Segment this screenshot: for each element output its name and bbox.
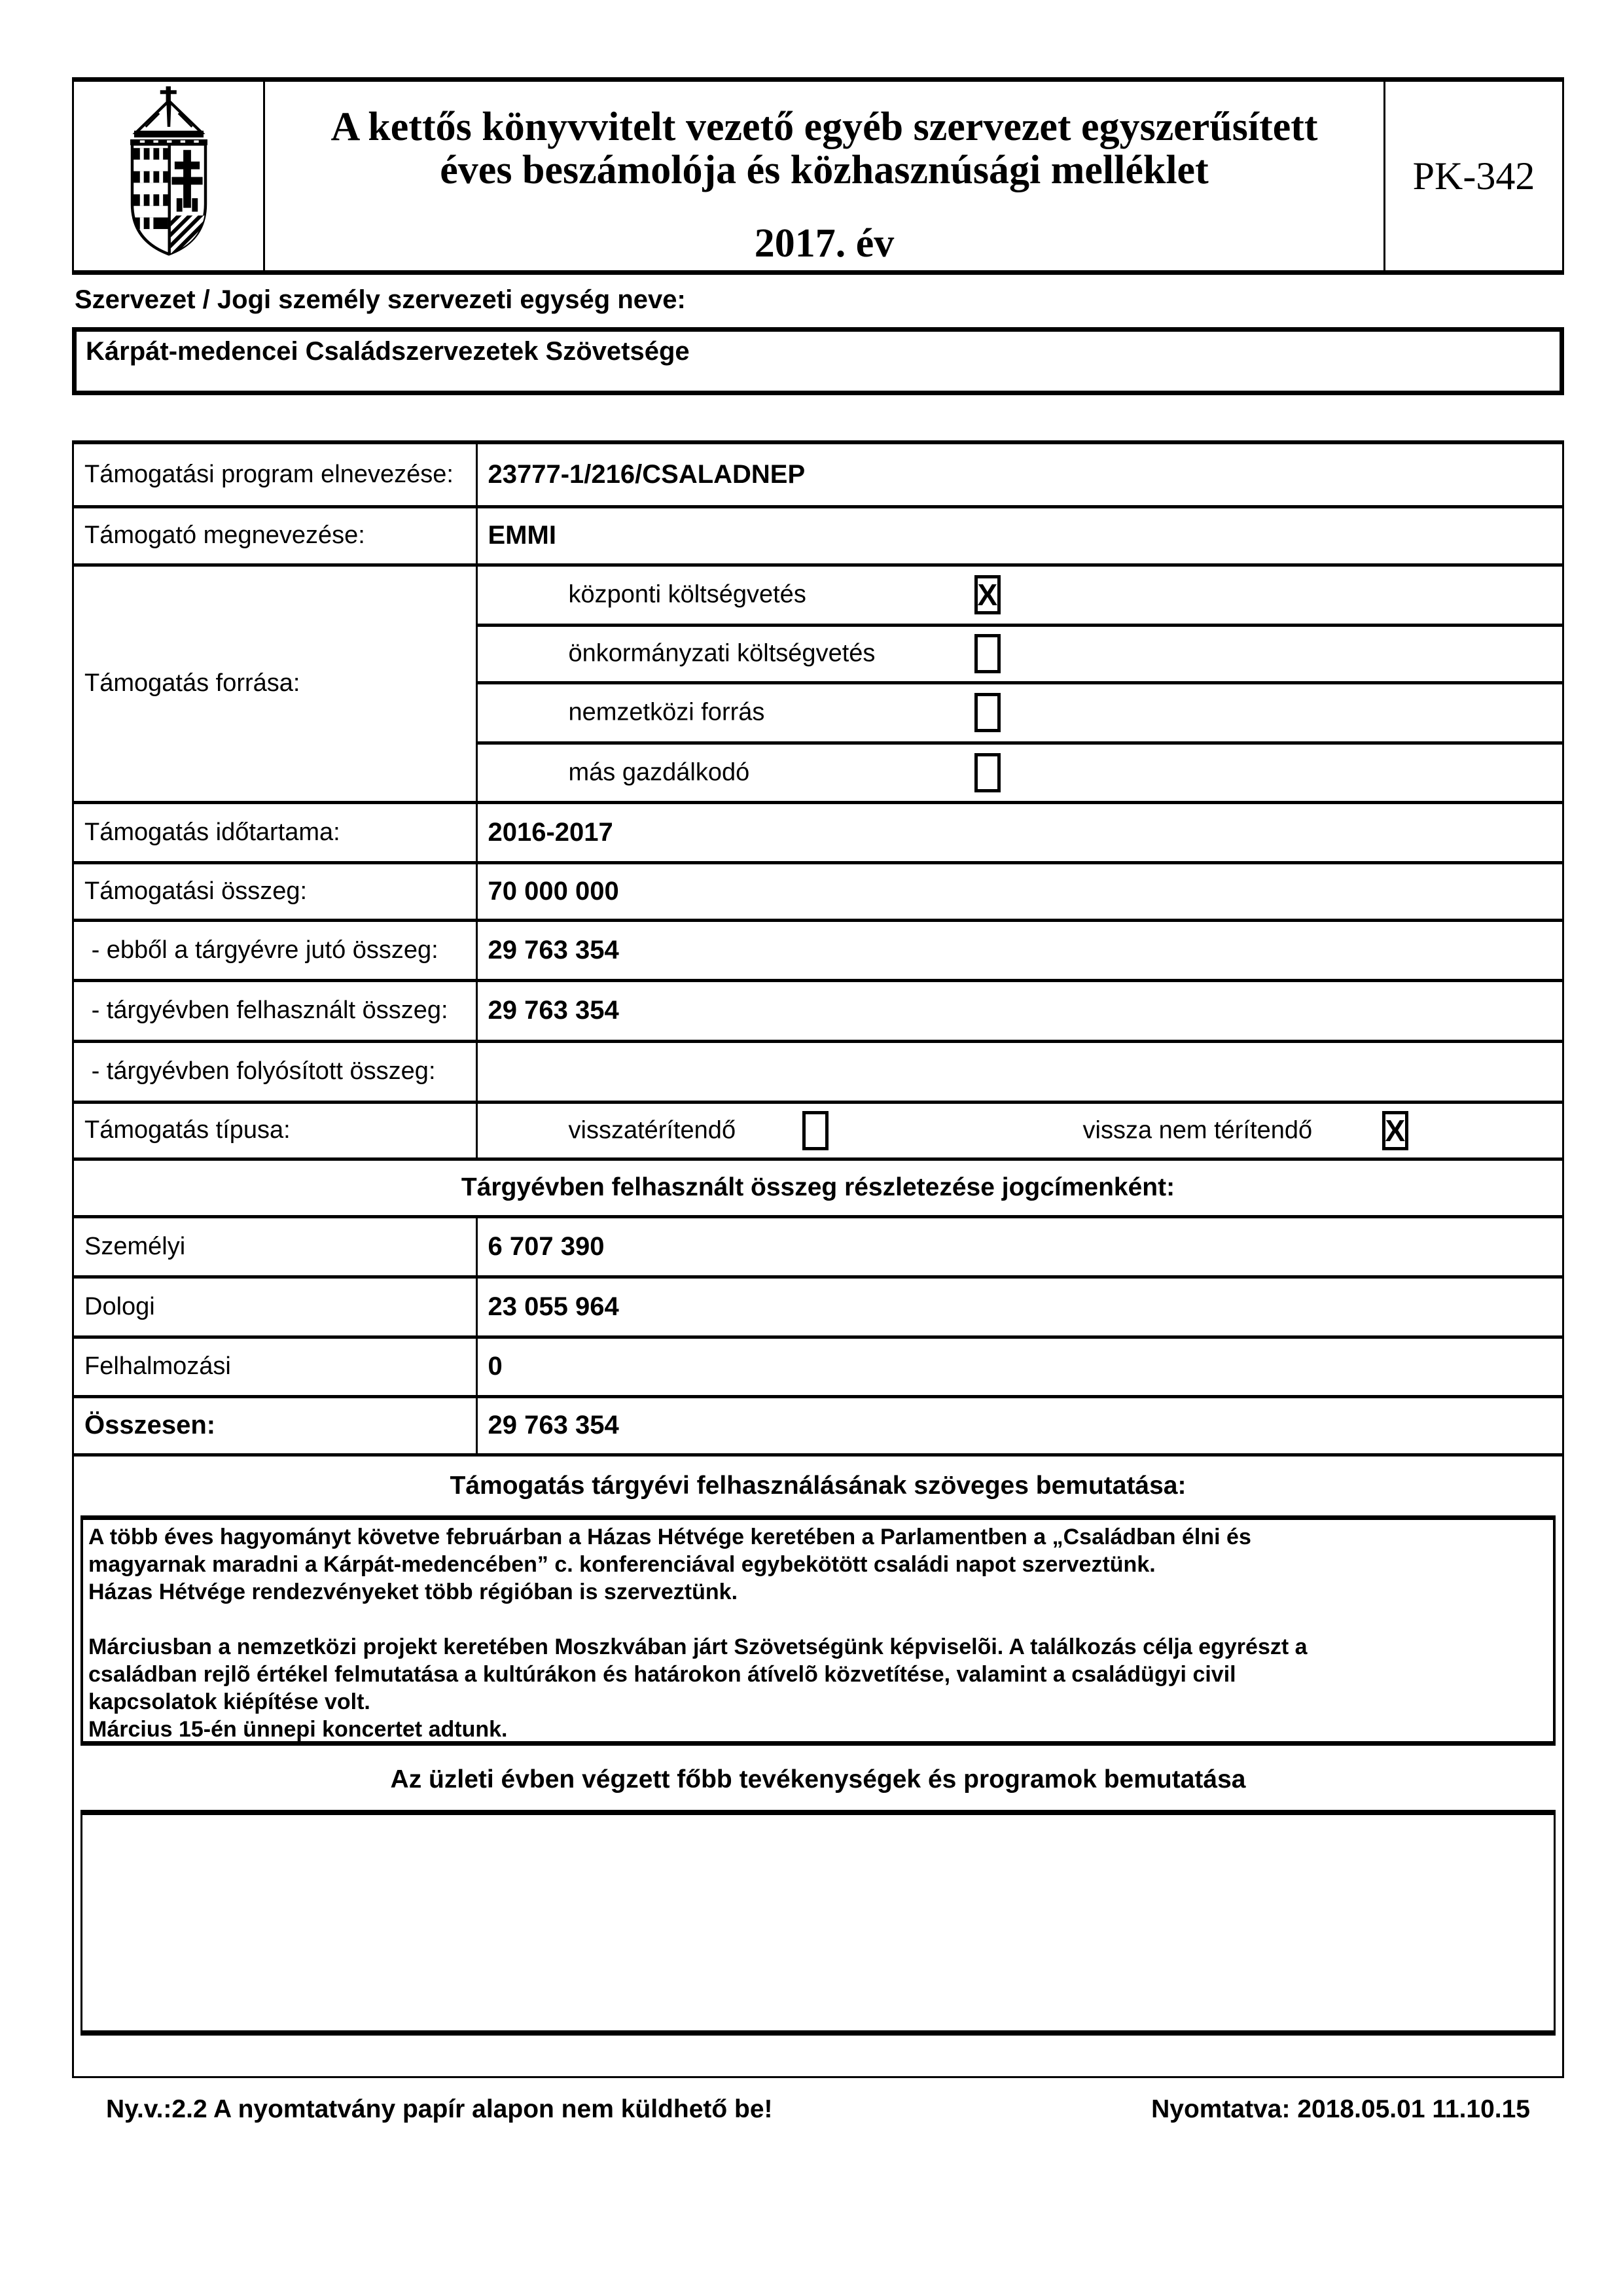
- section-header-row: [74, 1159, 1562, 1216]
- table-row: [74, 1277, 1562, 1337]
- table-row: [74, 980, 1562, 1041]
- source-option-central: [476, 565, 1562, 625]
- table-row: [74, 1041, 1562, 1102]
- table-row: [74, 920, 1562, 980]
- org-name-field[interactable]: [72, 327, 1564, 395]
- org-name-label: Szervezet / Jogi személy szervezeti egység neve:: [75, 285, 686, 314]
- footer-printed-timestamp: Nyomtatva: 2018.05.01 11.10.15: [1151, 2095, 1530, 2123]
- sponsor-label: Támogató megnevezése:: [74, 506, 476, 565]
- table-row: [74, 565, 1562, 625]
- table-row: [74, 444, 1562, 506]
- type-nonrefundable-checkbox[interactable]: X: [1382, 1111, 1408, 1150]
- source-other-checkbox[interactable]: [974, 753, 1001, 792]
- org-name-value: Kárpát-medencei Családszervezetek Szövetsége: [86, 337, 690, 366]
- source-label: Támogatás forrása:: [74, 565, 476, 802]
- source-option-international: [476, 682, 1562, 743]
- grant-type-options: [476, 1102, 1562, 1159]
- amount-label: Támogatási összeg:: [74, 862, 476, 920]
- form-title-cell: [265, 82, 1385, 270]
- accumulation-label: Felhalmozási: [74, 1337, 476, 1396]
- amount-current-year-value[interactable]: 29 763 354: [488, 935, 619, 964]
- source-option-other: [476, 743, 1562, 802]
- duration-value[interactable]: 2016-2017: [488, 817, 613, 847]
- accumulation-value[interactable]: 0: [488, 1352, 503, 1381]
- material-value[interactable]: 23 055 964: [488, 1292, 619, 1321]
- narrative-line: kapcsolatok kiépítése volt.: [88, 1689, 370, 1714]
- footer-version-note: Ny.v.:2.2 A nyomtatvány papír alapon nem küldhető be!: [106, 2095, 773, 2123]
- narrative-line: magyarnak maradni a Kárpát-medencében” c. konferenciával egybekötött családi napot szerveztünk.: [88, 1552, 1156, 1577]
- amount-used-label: - tárgyévben felhasznált összeg:: [74, 980, 476, 1041]
- total-label: Összesen:: [74, 1396, 476, 1455]
- activities-section-title: Az üzleti évben végzett főbb tevékenységek és programok bemutatása: [390, 1765, 1246, 1793]
- amount-value[interactable]: 70 000 000: [488, 876, 619, 906]
- source-option-municipal: [476, 625, 1562, 682]
- table-row: [74, 1216, 1562, 1277]
- personnel-label: Személyi: [74, 1216, 476, 1277]
- activities-cell: [74, 1810, 1562, 2076]
- breakdown-section-title: Tárgyévben felhasznált összeg részletezése jogcímenként:: [461, 1173, 1175, 1201]
- section-header-row: [74, 1455, 1562, 1515]
- type-nonrefundable-label: vissza nem térítendő: [1082, 1116, 1313, 1144]
- table-row: [74, 1102, 1562, 1159]
- type-refundable-label: visszatérítendő: [568, 1116, 736, 1144]
- grant-table: [72, 440, 1564, 2078]
- hungarian-coat-of-arms-icon: [110, 84, 228, 268]
- amount-used-value[interactable]: 29 763 354: [488, 996, 619, 1025]
- program-name-label: Támogatási program elnevezése:: [74, 444, 476, 506]
- narrative-line: Házas Hétvége rendezvényeket több régióban is szerveztünk.: [88, 1580, 738, 1604]
- narrative-line: Márciusban a nemzetközi projekt keretében Moszkvában járt Szövetségünk képviselõi. A találkozás célja egyrészt a: [88, 1634, 1308, 1659]
- form-header: [72, 77, 1564, 275]
- total-value[interactable]: 29 763 354: [488, 1411, 619, 1439]
- section-header-row: [74, 1750, 1562, 1810]
- source-municipal-checkbox[interactable]: [974, 634, 1001, 673]
- form-year: 2017. év: [754, 221, 895, 266]
- sponsor-value[interactable]: EMMI: [488, 521, 556, 550]
- form-title-line2: éves beszámolója és közhasznúsági melléklet: [440, 148, 1209, 192]
- amount-disbursed-value[interactable]: [476, 1041, 1562, 1102]
- narrative-cell: [74, 1515, 1562, 1750]
- amount-disbursed-label: - tárgyévben folyósított összeg:: [74, 1041, 476, 1102]
- source-option-central-label: központi költségvetés: [568, 580, 806, 609]
- grant-type-label: Támogatás típusa:: [74, 1102, 476, 1159]
- form-code: PK-342: [1412, 154, 1535, 198]
- source-option-international-label: nemzetközi forrás: [568, 698, 765, 726]
- page-footer: [72, 2095, 1564, 2124]
- narrative-row: [74, 1515, 1562, 1750]
- personnel-value[interactable]: 6 707 390: [488, 1231, 605, 1261]
- table-row: [74, 802, 1562, 862]
- material-label: Dologi: [74, 1277, 476, 1337]
- source-option-municipal-label: önkormányzati költségvetés: [568, 639, 876, 667]
- narrative-line: A több éves hagyományt követve februárban a Házas Hétvége keretében a Parlamentben a „Családban élni és: [88, 1525, 1251, 1549]
- logo-cell: [74, 82, 265, 270]
- narrative-line: családban rejlõ értékel felmutatása a kultúrákon és határokon átívelõ közvetítése, valamint a családügyi civil: [88, 1662, 1236, 1687]
- activities-text-field[interactable]: [80, 1810, 1556, 2036]
- source-international-checkbox[interactable]: [974, 693, 1001, 732]
- source-central-checkbox[interactable]: X: [974, 575, 1001, 614]
- narrative-line: Március 15-én ünnepi koncertet adtunk.: [88, 1717, 508, 1742]
- table-row: [74, 1337, 1562, 1396]
- type-refundable-checkbox[interactable]: [802, 1111, 829, 1150]
- narrative-section-title: Támogatás tárgyévi felhasználásának szöveges bemutatása:: [450, 1471, 1186, 1500]
- source-option-other-label: más gazdálkodó: [568, 758, 750, 786]
- duration-label: Támogatás időtartama:: [74, 802, 476, 862]
- narrative-text-field[interactable]: [80, 1515, 1556, 1746]
- table-row: [74, 506, 1562, 565]
- program-name-value[interactable]: 23777-1/216/CSALADNEP: [488, 459, 806, 489]
- narrative-line: [88, 1606, 1548, 1633]
- table-row: [74, 1396, 1562, 1455]
- activities-row: [74, 1810, 1562, 2076]
- form-title-line1: A kettős könyvvitelt vezető egyéb szervezet egyszerűsített: [330, 105, 1318, 149]
- table-row: [74, 862, 1562, 920]
- amount-current-year-label: - ebből a tárgyévre jutó összeg:: [74, 920, 476, 980]
